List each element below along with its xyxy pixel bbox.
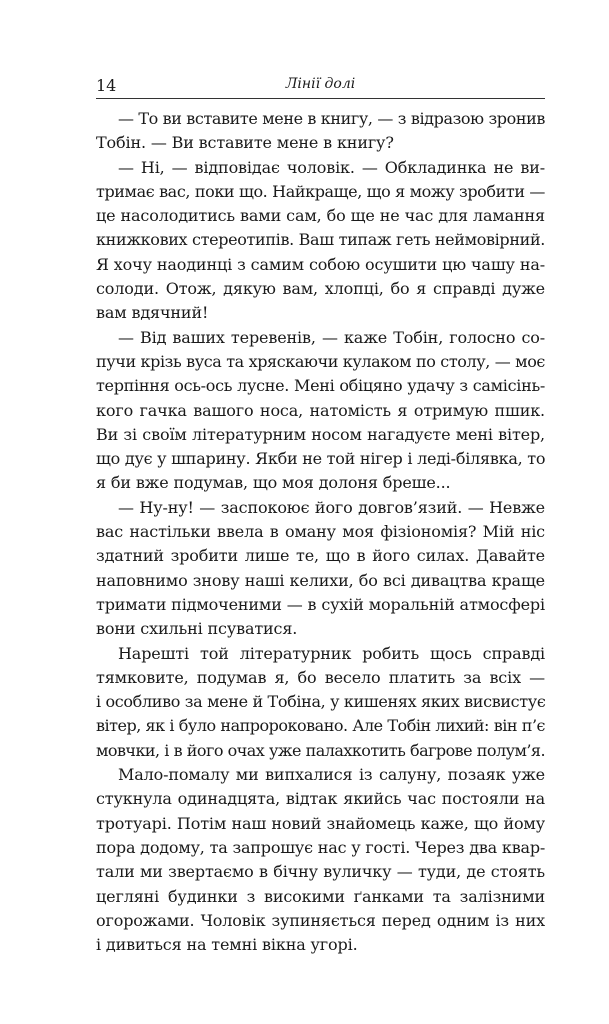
- paragraph: [96, 496, 545, 642]
- text-line: здатний зробити лише те, що в його силах. Давайте: [96, 546, 545, 566]
- running-title: Лінії долі: [285, 76, 356, 92]
- text-line: терпіння ось-ось лусне. Мені обіцяно удачу з самісінь-: [96, 376, 545, 396]
- text-line: вони схильні псуватися.: [96, 619, 298, 639]
- text-line: мовчки, і в його очах уже палахкотить багрове полум’я.: [96, 740, 545, 760]
- text-line: це насолодитись вами сам, бо ще не час для ламання: [96, 206, 545, 226]
- text-line: і особливо за мене й Тобіна, у кишенях яких висвистує: [96, 692, 546, 712]
- text-line: тямковите, подумав я, бо весело платить за всіх —: [96, 667, 545, 687]
- text-line: Я хочу наодинці з самим собою осушити цю чашу на-: [96, 254, 545, 274]
- text-line: стукнула одинадцята, відтак якийсь час постояли на: [96, 789, 545, 809]
- text-line: вам вдячний!: [96, 303, 209, 323]
- paragraph: [96, 156, 545, 326]
- text-line: солоди. Отож, дякую вам, хлопці, бо я справді дуже: [96, 279, 545, 299]
- text-line: я би вже подумав, що моя долоня бреше...: [96, 473, 451, 493]
- text-line: вас настільки ввела в оману моя фізіономія? Мій ніс: [96, 522, 545, 542]
- text-line: пора додому, та запрошує нас у гості. Через два квар-: [96, 837, 546, 857]
- text-line: Ви зі своїм літературним носом нагадуєте мені вітер,: [96, 424, 545, 444]
- text-line: Мало-помалу ми випхалися із салуну, позаяк уже: [118, 765, 545, 785]
- text-line: кого гачка вашого носа, натомість я отримую пшик.: [96, 400, 545, 420]
- text-line: наповнимо знову наші келихи, бо всі дивацтва краще: [96, 570, 545, 590]
- text-line: тротуарі. Потім наш новий знайомець каже, що йому: [96, 813, 545, 833]
- text-line: і дивиться на темні вікна угорі.: [96, 935, 358, 955]
- text-line: тримати підмоченими — в сухій моральній атмосфері: [96, 594, 545, 614]
- text-line: — То ви вставите мене в книгу, — з відразою зронив: [118, 109, 545, 128]
- text-line: тали ми звертаємо в бічну вуличку — туди, де стоять: [96, 862, 545, 882]
- text-line: Нарешті той літературник робить щось справді: [118, 643, 545, 663]
- text-line: що дує у шпарину. Якби не той нігер і леді-білявка, то: [96, 449, 546, 469]
- text-line: огорожами. Чоловік зупиняється перед одним із них: [96, 910, 545, 930]
- paragraph: [96, 642, 545, 763]
- text-line: книжкових стереотипів. Ваш типаж геть неймовірний.: [96, 230, 545, 250]
- text-line: цегляні будинки з високими ґанками та залізними: [96, 886, 545, 906]
- text-line: — Ну-ну! — заспокоює його довгов’язий. — Невже: [118, 497, 545, 517]
- page-number: 14: [96, 76, 117, 95]
- body-text: [96, 107, 545, 957]
- running-header: [96, 74, 545, 99]
- paragraph: [96, 763, 545, 957]
- text-line: — Ні, — відповідає чоловік. — Обкладинка не ви-: [118, 157, 545, 177]
- text-line: Тобін. — Ви вставите мене в книгу?: [96, 133, 394, 153]
- text-line: — Від ваших теревенів, — каже Тобін, голосно со-: [118, 327, 545, 347]
- text-line: пучи крізь вуса та хряскаючи кулаком по столу, — моє: [96, 351, 545, 371]
- paragraph: [96, 326, 545, 496]
- text-line: вітер, як і було напророковано. Але Тобін лихий: він п’є: [96, 716, 545, 736]
- paragraph: [96, 107, 545, 156]
- text-line: тримає вас, поки що. Найкраще, що я можу зробити —: [96, 181, 545, 201]
